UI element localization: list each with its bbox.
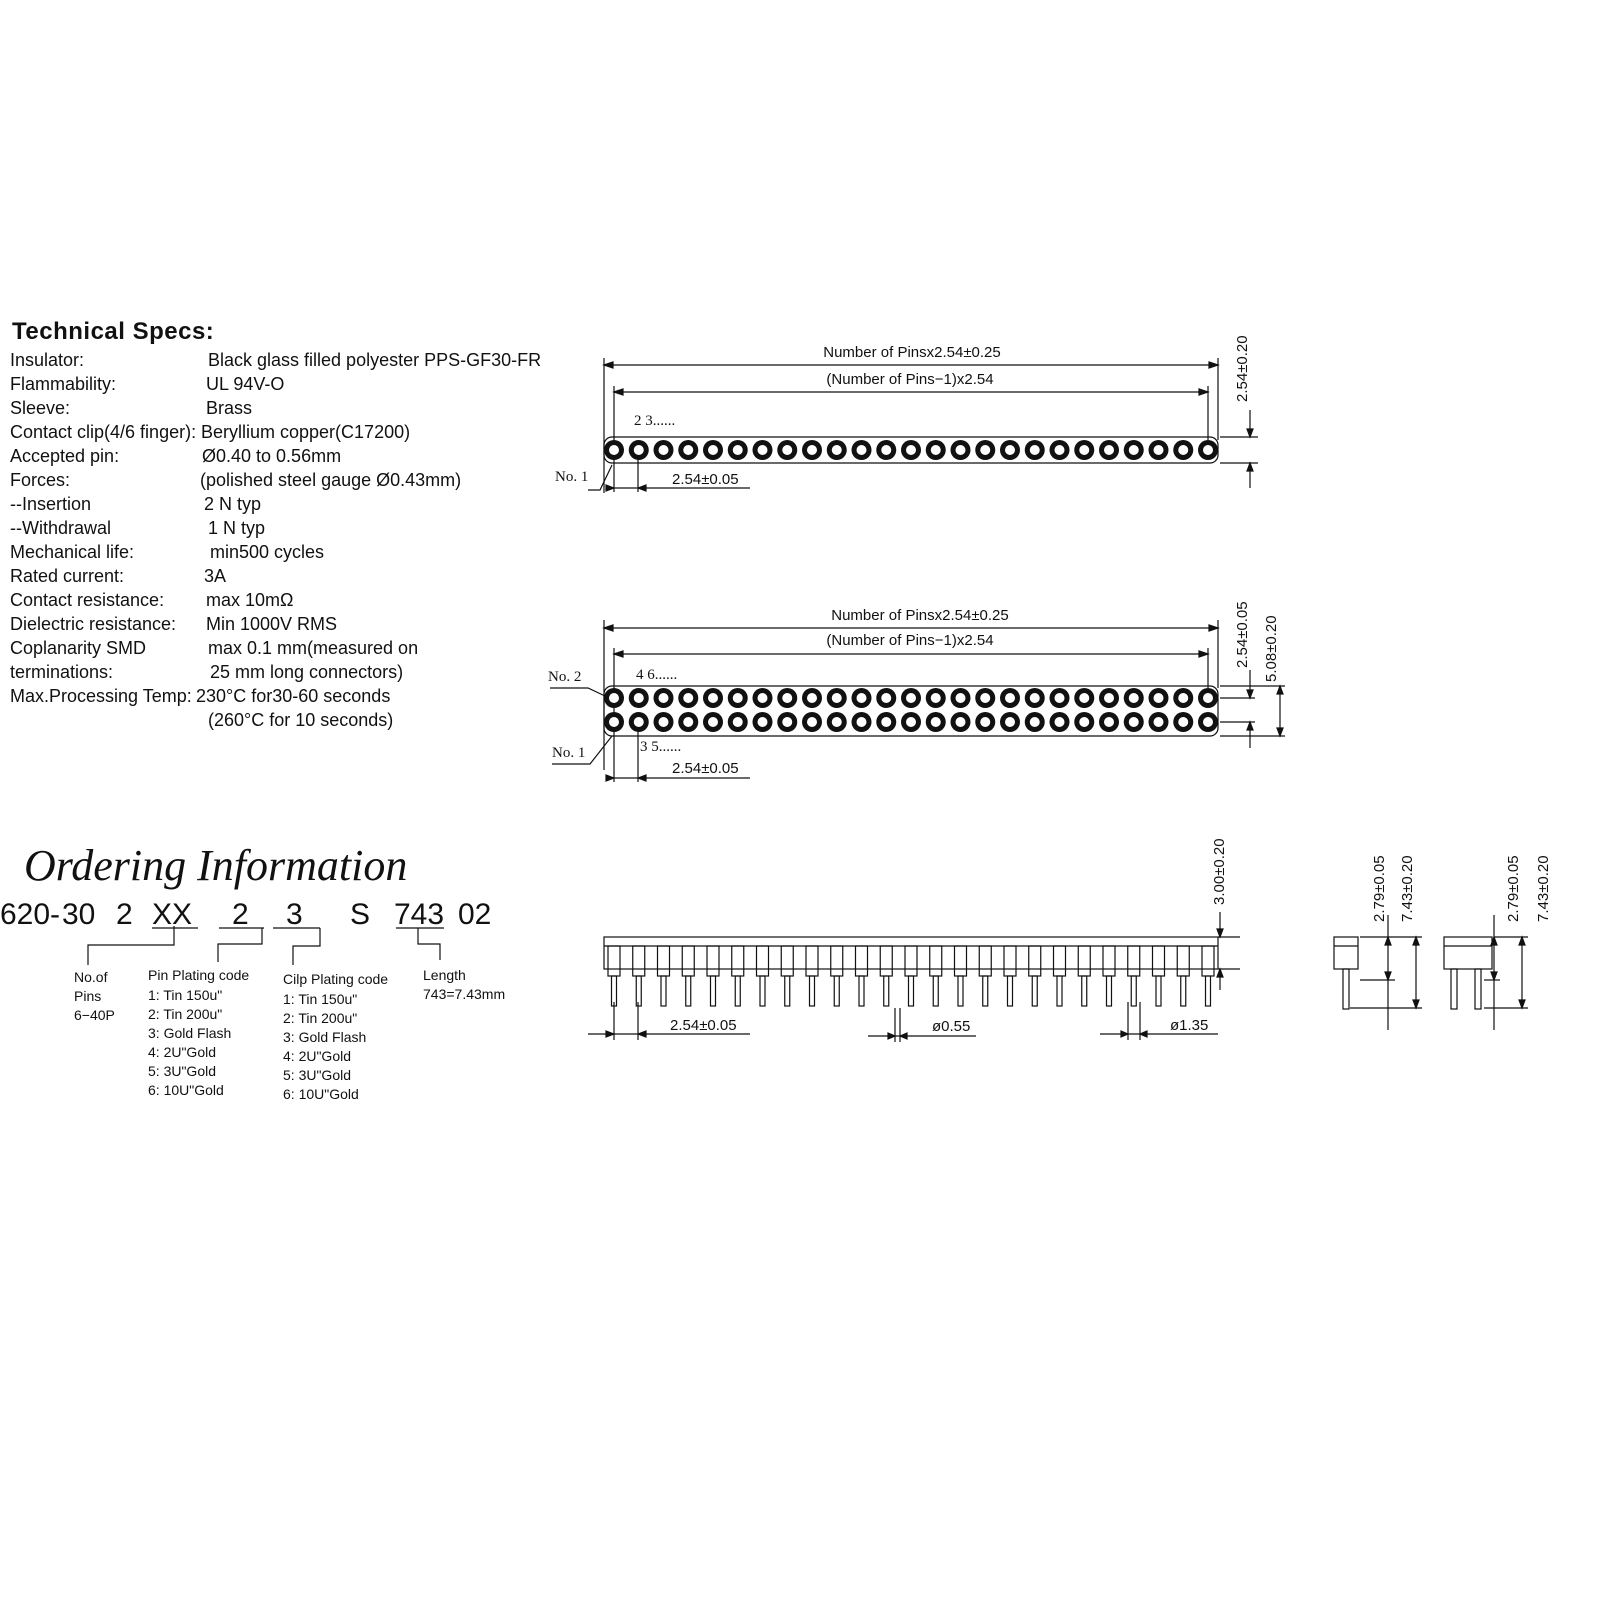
socket-hole [956, 693, 966, 703]
side-sleeve-dia-dim: ø1.35 [1170, 1017, 1209, 1034]
socket-hole [832, 445, 842, 455]
double-height-dim: 5.08±0.20 [1263, 615, 1280, 682]
socket-hole [659, 717, 669, 727]
spec-label: Contact resistance: [10, 590, 165, 610]
socket-hole [708, 445, 718, 455]
socket-hole [807, 717, 817, 727]
pin-tail [1057, 976, 1062, 1006]
socket-hole [832, 693, 842, 703]
pin-sleeve [806, 946, 818, 976]
spec-value: 230°C for30-60 seconds [196, 686, 391, 706]
socket-hole [609, 693, 619, 703]
spec-label: --Insertion [10, 494, 92, 514]
pin-tail [1181, 976, 1186, 1006]
pin-sleeve [682, 946, 694, 976]
socket-hole [1203, 693, 1213, 703]
pin-tail [735, 976, 740, 1006]
length-note: Length 743=7.43mm [423, 967, 506, 1002]
single-pin-sequence: 2 3...... [634, 413, 676, 429]
plating-option: 3: Gold Flash [148, 1025, 232, 1041]
end1-b-dim: 7.43±0.20 [1399, 855, 1416, 922]
pin-sleeve [1128, 946, 1140, 976]
pin-tail [933, 976, 938, 1006]
pin-tail [1107, 976, 1112, 1006]
socket-hole [1178, 717, 1188, 727]
socket-hole [733, 693, 743, 703]
pins-note: No.of Pins 6−40P [74, 969, 115, 1023]
part-number-segment: XX [152, 898, 193, 931]
socket-hole [683, 445, 693, 455]
pin-sleeve [1004, 946, 1016, 976]
pin-sleeve [1103, 946, 1115, 976]
pin-sleeve [905, 946, 917, 976]
pin-sleeve [1177, 946, 1189, 976]
pin-sleeve [608, 946, 620, 976]
socket-hole [609, 717, 619, 727]
plating-option: 5: 3U"Gold [148, 1063, 217, 1079]
single-pitch-dim: 2.54±0.05 [672, 471, 739, 488]
plating-option: 1: Tin 150u" [283, 991, 358, 1007]
pin-sleeve [1029, 946, 1041, 976]
part-number-segment: 2 [116, 898, 133, 931]
socket-hole [782, 445, 792, 455]
pin-sleeve [880, 946, 892, 976]
socket-hole [931, 693, 941, 703]
socket-hole [1079, 445, 1089, 455]
socket-hole [634, 445, 644, 455]
spec-label: Mechanical life: [10, 542, 135, 562]
spec-label: Contact clip(4/6 finger): [10, 422, 197, 442]
socket-hole [956, 445, 966, 455]
pin-sleeve [831, 946, 843, 976]
socket-hole [1055, 693, 1065, 703]
part-number-segment: 30 [62, 898, 96, 931]
socket-hole [758, 717, 768, 727]
socket-hole [1129, 717, 1139, 727]
socket-hole [782, 693, 792, 703]
pin-tail [1206, 976, 1211, 1006]
double-pin1-label: No. 1 [552, 745, 586, 761]
spec-label: Accepted pin: [10, 446, 120, 466]
socket-hole [1030, 693, 1040, 703]
double-row-pitch-dim: 2.54±0.05 [1234, 601, 1251, 668]
socket-hole [1005, 717, 1015, 727]
single-overall-dim: Number of Pinsx2.54±0.25 [823, 344, 1001, 361]
pin-sleeve [1078, 946, 1090, 976]
plating-option: 4: 2U"Gold [148, 1044, 217, 1060]
spec-value: min500 cycles [210, 542, 325, 562]
double-overall-dim: Number of Pinsx2.54±0.25 [831, 607, 1009, 624]
pin-sleeve [979, 946, 991, 976]
spec-value: 1 N typ [208, 518, 266, 538]
spec-label: Max.Processing Temp: [10, 686, 192, 706]
socket-hole [931, 717, 941, 727]
plating-option: 4: 2U"Gold [283, 1048, 352, 1064]
plating-option: 2: Tin 200u" [148, 1006, 223, 1022]
pin-tail [1008, 976, 1013, 1006]
spec-label: Forces: [10, 470, 71, 490]
socket-hole [782, 717, 792, 727]
plating-option: 6: 10U"Gold [283, 1086, 359, 1102]
socket-hole [1154, 693, 1164, 703]
pin-sleeve [1153, 946, 1165, 976]
pin-tail [760, 976, 765, 1006]
socket-hole [708, 693, 718, 703]
pin-tail [884, 976, 889, 1006]
socket-hole [1129, 445, 1139, 455]
socket-hole [683, 717, 693, 727]
pin-sleeve [856, 946, 868, 976]
pin-tail [711, 976, 716, 1006]
plating-option: 6: 10U"Gold [148, 1082, 224, 1098]
socket-hole [881, 445, 891, 455]
spec-value: max 0.1 mm(measured on [208, 638, 419, 658]
socket-hole [659, 693, 669, 703]
spec-value: (polished steel gauge Ø0.43mm) [200, 470, 462, 490]
spec-label: Rated current: [10, 566, 125, 586]
spec-label: Flammability: [10, 374, 117, 394]
end2-a-dim: 2.79±0.05 [1505, 855, 1522, 922]
single-pitch-total-dim: (Number of Pins−1)x2.54 [826, 371, 994, 388]
spec-value: Brass [206, 398, 253, 418]
plating-option: 2: Tin 200u" [283, 1010, 358, 1026]
pin-sleeve [658, 946, 670, 976]
double-pitch-dim: 2.54±0.05 [672, 760, 739, 777]
plating-option: 1: Tin 150u" [148, 987, 223, 1003]
socket-hole [1178, 445, 1188, 455]
side-pitch-dim: 2.54±0.05 [670, 1017, 737, 1034]
socket-hole [906, 693, 916, 703]
socket-hole [634, 693, 644, 703]
end2-b-dim: 7.43±0.20 [1535, 855, 1552, 922]
plating-option: 5: 3U"Gold [283, 1067, 352, 1083]
socket-hole [1055, 445, 1065, 455]
socket-hole [1203, 445, 1213, 455]
socket-hole [1079, 717, 1089, 727]
pin-sleeve [1054, 946, 1066, 976]
pin-tail [834, 976, 839, 1006]
spec-label: Sleeve: [10, 398, 71, 418]
socket-hole [1203, 717, 1213, 727]
socket-hole [1030, 445, 1040, 455]
pin-tail [686, 976, 691, 1006]
side-height-dim: 3.00±0.20 [1211, 838, 1228, 905]
pin-tail [1156, 976, 1161, 1006]
pin-sleeve [955, 946, 967, 976]
socket-hole [881, 693, 891, 703]
socket-hole [1005, 445, 1015, 455]
pin-plating-title: Pin Plating code [148, 967, 250, 983]
pin-sleeve [633, 946, 645, 976]
pin-tail [958, 976, 963, 1006]
part-number-segment: 2 [232, 898, 249, 931]
part-number-segment: 743 [394, 898, 445, 931]
socket-hole [634, 717, 644, 727]
socket-hole [1129, 693, 1139, 703]
part-number-segment: S [350, 898, 371, 931]
socket-hole [1154, 445, 1164, 455]
pin-tail [612, 976, 617, 1006]
clip-plating-title: Cilp Plating code [283, 971, 389, 987]
pin-sleeve [707, 946, 719, 976]
part-number-segment: 02 [458, 898, 492, 931]
plating-option: 3: Gold Flash [283, 1029, 367, 1045]
socket-hole [1104, 445, 1114, 455]
socket-hole [980, 693, 990, 703]
spec-value: Black glass filled polyester PPS-GF30-FR [208, 350, 542, 370]
pin-tail [1032, 976, 1037, 1006]
double-top-sequence: 4 6...... [636, 667, 678, 683]
socket-hole [832, 717, 842, 727]
socket-hole [807, 693, 817, 703]
end1-a-dim: 2.79±0.05 [1371, 855, 1388, 922]
socket-hole [980, 445, 990, 455]
spec-value: UL 94V-O [206, 374, 285, 394]
part-number-segment: 620- [0, 898, 61, 931]
pin-sleeve [732, 946, 744, 976]
pin-tail [909, 976, 914, 1006]
spec-label: --Withdrawal [10, 518, 112, 538]
spec-label: Coplanarity SMD [10, 638, 147, 658]
spec-value: max 10mΩ [206, 590, 294, 610]
spec-value: 3A [204, 566, 227, 586]
socket-hole [708, 717, 718, 727]
pin-sleeve [757, 946, 769, 976]
socket-hole [758, 693, 768, 703]
spec-value: Ø0.40 to 0.56mm [202, 446, 342, 466]
socket-hole [1079, 693, 1089, 703]
pin-tail [636, 976, 641, 1006]
socket-hole [1104, 717, 1114, 727]
pin-sleeve [781, 946, 793, 976]
pin-tail [810, 976, 815, 1006]
socket-hole [956, 717, 966, 727]
pin-tail [661, 976, 666, 1006]
socket-hole [1055, 717, 1065, 727]
socket-hole [906, 445, 916, 455]
pin-tail [859, 976, 864, 1006]
socket-hole [1030, 717, 1040, 727]
pin-sleeve [930, 946, 942, 976]
socket-hole [609, 445, 619, 455]
single-height-dim: 2.54±0.20 [1234, 335, 1251, 402]
pin-sleeve [1202, 946, 1214, 976]
socket-hole [1154, 717, 1164, 727]
side-pin-dia-dim: ø0.55 [932, 1018, 971, 1035]
spec-label: terminations: [10, 662, 114, 682]
double-bottom-sequence: 3 5...... [640, 739, 682, 755]
socket-hole [857, 693, 867, 703]
socket-hole [906, 717, 916, 727]
socket-hole [1005, 693, 1015, 703]
pin-tail [1082, 976, 1087, 1006]
ordering-title: Ordering Information [24, 841, 408, 890]
spec-value: (260°C for 10 seconds) [208, 710, 394, 730]
pin-tail [1131, 976, 1136, 1006]
spec-label: Insulator: [10, 350, 85, 370]
socket-hole [881, 717, 891, 727]
socket-hole [807, 445, 817, 455]
socket-hole [733, 445, 743, 455]
socket-hole [733, 717, 743, 727]
socket-hole [758, 445, 768, 455]
single-pin1-label: No. 1 [555, 469, 589, 485]
socket-hole [683, 693, 693, 703]
double-pitch-total-dim: (Number of Pins−1)x2.54 [826, 632, 994, 649]
spec-value: Beryllium copper(C17200) [201, 422, 411, 442]
socket-hole [857, 717, 867, 727]
socket-hole [931, 445, 941, 455]
spec-value: 2 N typ [204, 494, 262, 514]
part-number-segment: 3 [286, 898, 303, 931]
spec-value: 25 mm long connectors) [210, 662, 404, 682]
double-pin2-label: No. 2 [548, 669, 582, 685]
spec-value: Min 1000V RMS [206, 614, 338, 634]
socket-hole [1178, 693, 1188, 703]
pin-tail [785, 976, 790, 1006]
socket-hole [980, 717, 990, 727]
socket-hole [857, 445, 867, 455]
specs-title: Technical Specs: [12, 318, 215, 345]
spec-label: Dielectric resistance: [10, 614, 177, 634]
socket-hole [1104, 693, 1114, 703]
pin-tail [983, 976, 988, 1006]
socket-hole [659, 445, 669, 455]
